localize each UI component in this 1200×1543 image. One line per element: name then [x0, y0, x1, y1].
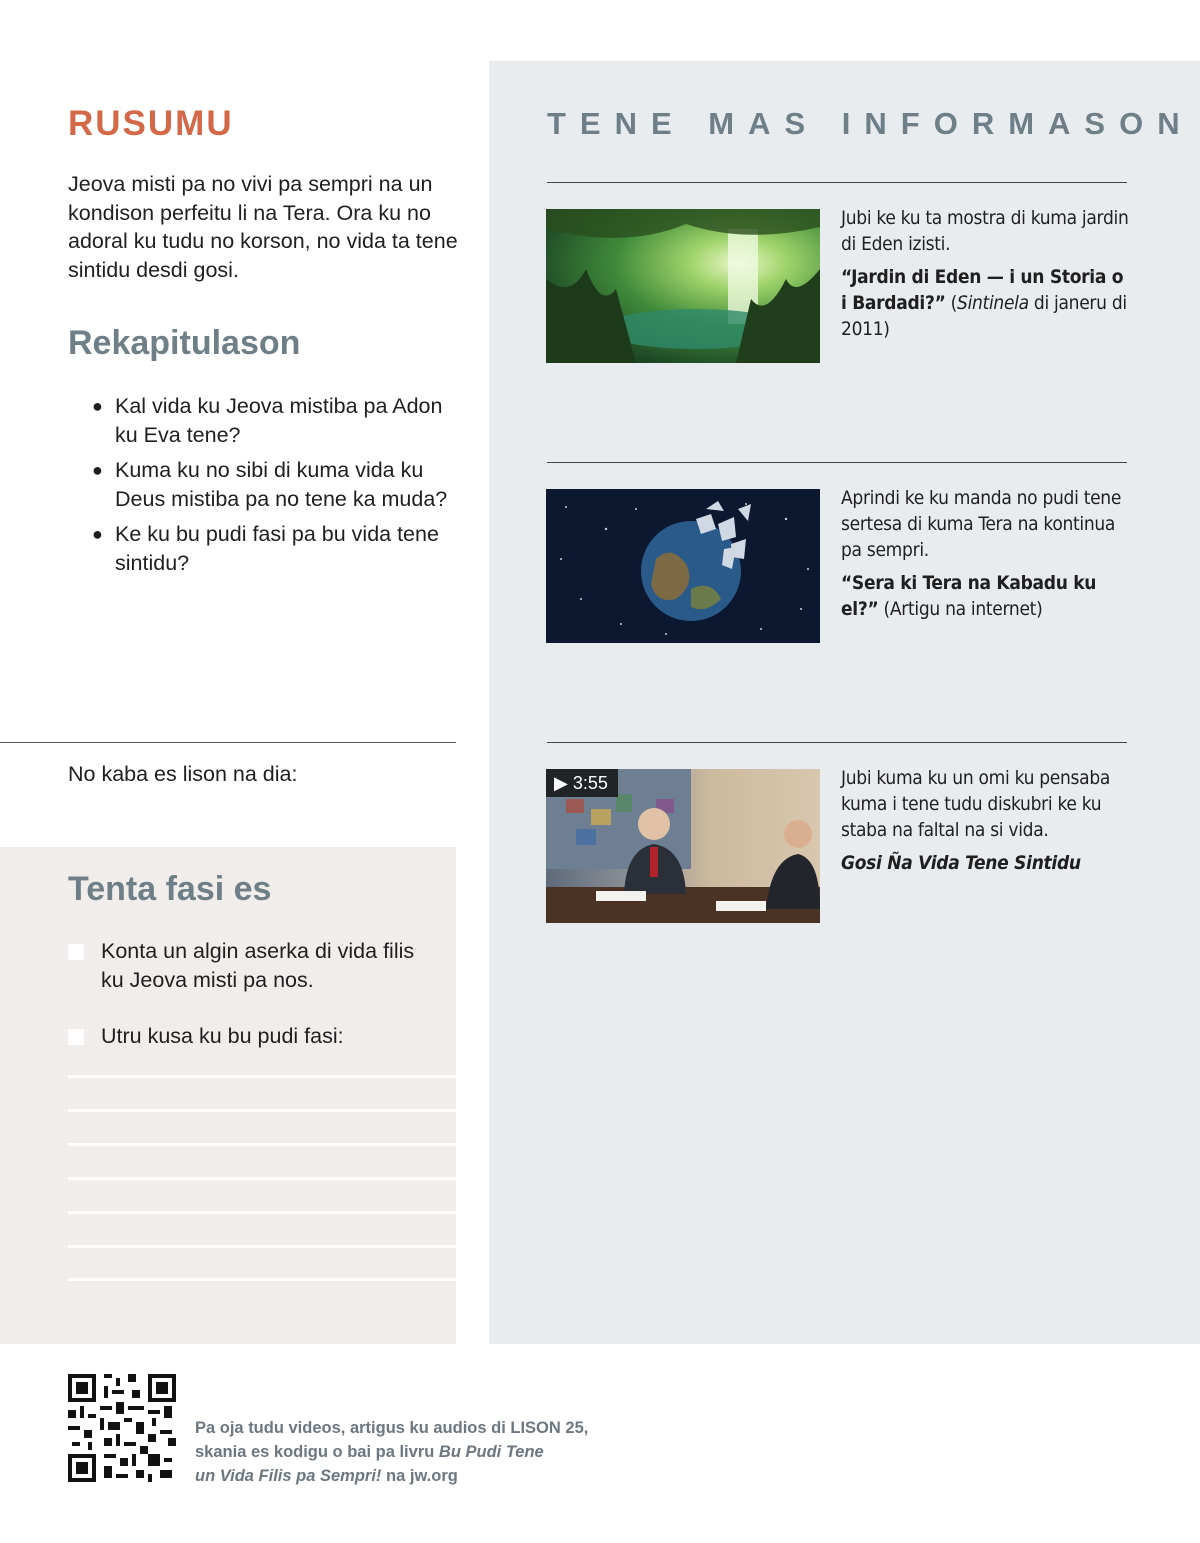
info-entry: [841, 765, 1131, 883]
recap-item: ● Kuma ku no sibi di kuma vida ku Deus mistiba pa no tene ka muda?: [92, 458, 448, 511]
write-line: [68, 1245, 456, 1248]
write-line: [68, 1109, 456, 1112]
try-it-title: Tenta fasi es: [68, 870, 272, 908]
recap-list: [92, 392, 452, 584]
bullet-icon: ●: [92, 396, 103, 416]
footer-note: Pa oja tudu videos, artigus ku audios di LISON 25, skania es kodigu o bai pa livru Bu Pudi Tene un Vida Filis pa Sempri! na jw.org: [195, 1419, 589, 1485]
play-icon: ▶: [554, 773, 568, 793]
recap-title: Rekapitulason: [68, 324, 301, 362]
garden-waterfall-image[interactable]: [546, 209, 820, 363]
divider: [547, 182, 1127, 183]
entry-description: Jubi ke ku ta mostra di kuma jardin di Eden izisti.: [841, 207, 1129, 255]
entry-description: Aprindi ke ku manda no pudi tene sertesa di kuma Tera na kontinua pa sempri.: [841, 487, 1122, 561]
recap-item: ● Ke ku bu pudi fasi pa bu vida tene sintidu?: [92, 522, 439, 575]
write-line: [68, 1211, 456, 1214]
summary-text: Jeova misti pa no vivi pa sempri na un kondison perfeitu li na Tera. Ora ku no adoral ku tudu no korson, no vida ta tene sintidu desdi gosi.: [68, 172, 458, 282]
write-line: [68, 1143, 456, 1146]
video-duration-badge: ▶ 3:55: [546, 769, 618, 797]
try-it-item: Konta un algin aserka di vida filis ku Jeova misti pa nos.: [68, 937, 428, 994]
qr-code-icon[interactable]: [68, 1374, 176, 1482]
bullet-icon: ●: [92, 460, 103, 480]
bullet-icon: ●: [92, 524, 103, 544]
recap-item: ● Kal vida ku Jeova mistiba pa Adon ku Eva tene?: [92, 394, 443, 447]
checkbox[interactable]: [68, 944, 84, 960]
info-entry: [841, 205, 1131, 349]
men-at-table-image[interactable]: [546, 769, 820, 923]
write-line: [68, 1177, 456, 1180]
entry-reference[interactable]: “Jardin di Eden — i un Storia o i Bardadi?” (Sintinela di janeru di 2011): [841, 266, 1127, 340]
try-it-item: Utru kusa ku bu pudi fasi:: [68, 1022, 428, 1051]
info-entry: [841, 485, 1131, 629]
entry-description: Jubi kuma ku un omi ku pensaba kuma i tene tudu diskubri ke ku staba na faltal na si vida.: [841, 767, 1111, 841]
shattering-earth-image[interactable]: [546, 489, 820, 643]
divider: [0, 742, 456, 743]
more-info-title: TENE MAS INFORMASON: [547, 106, 1194, 141]
entry-reference[interactable]: Gosi Ña Vida Tene Sintidu: [841, 852, 1081, 874]
write-line: [68, 1075, 456, 1078]
lesson-date-label: No kaba es lison na dia:: [68, 762, 298, 786]
write-line: [68, 1278, 456, 1281]
checkbox[interactable]: [68, 1029, 84, 1045]
divider: [547, 742, 1127, 743]
try-it-box: [0, 847, 456, 1344]
divider: [547, 462, 1127, 463]
summary-title: RUSUMU: [68, 104, 234, 143]
entry-reference[interactable]: “Sera ki Tera na Kabadu ku el?” (Artigu na internet): [841, 572, 1097, 620]
